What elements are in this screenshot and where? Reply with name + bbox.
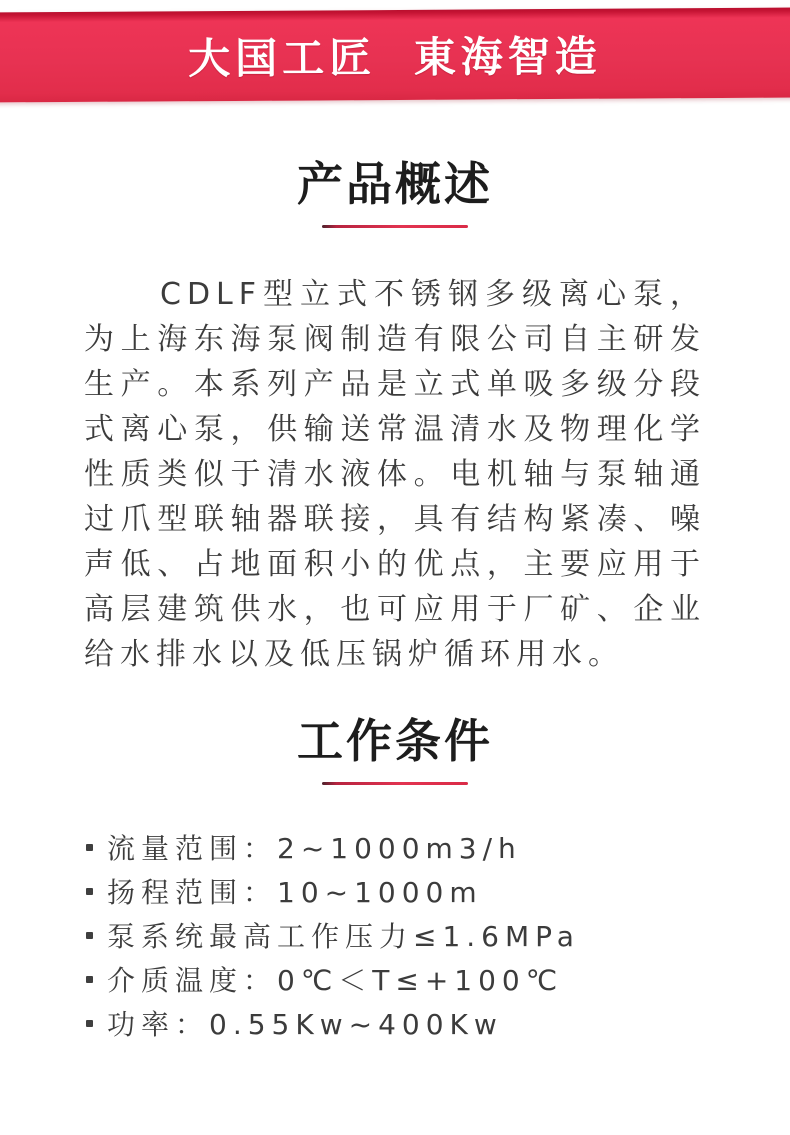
- conditions-heading: 工作条件: [297, 714, 493, 768]
- bullet-icon: [86, 888, 93, 895]
- condition-text: 介质温度：0℃＜T≤+100℃: [107, 964, 564, 997]
- bullet-icon: [86, 1020, 93, 1027]
- conditions-list: [0, 825, 790, 1045]
- condition-item-max-pressure: [86, 913, 790, 957]
- overview-section: [0, 156, 790, 677]
- condition-text: 泵系统最高工作压力≤1.6MPa: [107, 920, 580, 953]
- banner-title: 大国工匠 東海智造: [188, 31, 602, 84]
- overview-heading: 产品概述: [297, 157, 493, 211]
- condition-text: 扬程范围：10~1000m: [107, 876, 483, 909]
- conditions-heading-underline: [322, 782, 468, 785]
- brand-banner: [0, 8, 790, 103]
- condition-item-medium-temperature: [86, 957, 790, 1001]
- bullet-icon: [86, 844, 93, 851]
- bullet-icon: [86, 932, 93, 939]
- condition-item-flow-range: [86, 825, 790, 869]
- condition-item-power-range: [86, 1001, 790, 1045]
- condition-text: 功率：0.55Kw~400Kw: [107, 1008, 503, 1041]
- condition-text: 流量范围：2~1000m3/h: [107, 832, 522, 865]
- bullet-icon: [86, 976, 93, 983]
- overview-heading-underline: [322, 225, 468, 228]
- overview-paragraph: CDLF型立式不锈钢多级离心泵，为上海东海泵阀制造有限公司自主研发生产。本系列产品是立式单吸多级分段式离心泵，供输送常温清水及物理化学性质类似于清水液体。电机轴与泵轴通过爪型联轴器联接，具有结构紧凑、噪声低、占地面积小的优点，主要应用于高层建筑供水，也可应用于厂矿、企业给水排水以及低压锅炉循环用水。: [84, 277, 706, 672]
- product-detail-page: [0, 10, 790, 1135]
- condition-item-head-range: [86, 869, 790, 913]
- conditions-section: [0, 713, 790, 1045]
